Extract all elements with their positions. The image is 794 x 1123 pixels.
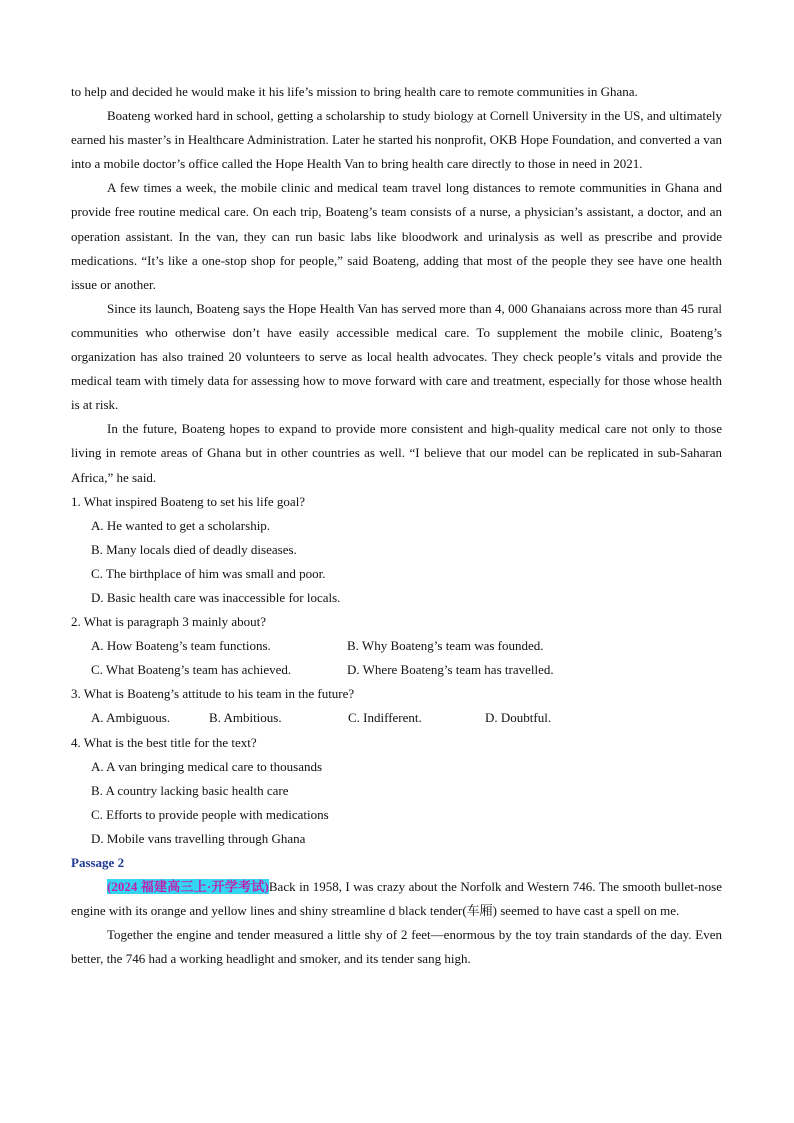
paragraph-3: A few times a week, the mobile clinic and medical team travel long distances to remote communities in Ghana and provide free routine medical care. On each trip, Boateng’s team consists of a nurse, a physician’s assistant, a doctor, and an operation assistant. In the van, they can run basic labs like bloodwork and urinalysis as well as prescribe and provide medications. “It’s like a one-stop shop for people,” said Boateng, adding that most of the people they see have one health issue or another. [71, 180, 722, 292]
paragraph-4: Since its launch, Boateng says the Hope Health Van has served more than 4, 000 Ghanaians across more than 45 rural communities who otherwise don’t have easily accessible medical care. To supplement the mobile clinic, Boateng’s organization has also trained 20 volunteers to serve as local health advocates. They check people’s vitals and provide the medical team with timely data for assessing how to move forward with care and treatment, especially for those whose health is at risk. [71, 300, 722, 413]
option-b: B. Ambitious. [209, 710, 282, 726]
question-4 [71, 731, 722, 851]
option-c: C. Indifferent. [348, 710, 422, 726]
question-3 [71, 682, 722, 730]
document-content [71, 80, 722, 971]
option-row [71, 658, 722, 682]
option-d: D. Doubtful. [485, 710, 552, 726]
option-row [71, 706, 722, 730]
option-b: B. A country lacking basic health care [91, 782, 289, 798]
question-stem: 1. What inspired Boateng to set his life goal? [71, 493, 306, 509]
option-d: D. Where Boateng’s team has travelled. [347, 662, 554, 678]
paragraph-continuation: to help and decided he would make it his life’s mission to bring health care to remote communities in Ghana. [71, 84, 638, 99]
question-1 [71, 490, 722, 610]
source-tag: (2024 福建高三上·开学考试) [107, 879, 269, 895]
paragraph-5: In the future, Boateng hopes to expand to provide more consistent and high-quality medical care not only to those living in remote areas of Ghana but in other countries as well. “I believe that our model can be replicated in sub-Saharan Africa,” he said. [71, 421, 722, 485]
question-stem: 2. What is paragraph 3 mainly about? [71, 614, 267, 630]
passage-2-title: Passage 2 [71, 855, 125, 870]
question-stem: 4. What is the best title for the text? [71, 734, 257, 750]
option-row [71, 634, 722, 658]
passage-2-paragraph-1 [71, 875, 722, 923]
paragraph-2: Boateng worked hard in school, getting a scholarship to study biology at Cornell University in the US, and ultimately earned his master’s in Healthcare Administration. Later he started his nonprofit, OKB Hope Foundation, and converted a van into a mobile doctor’s office called the Hope Health Van to bring health care directly to those in need in 2021. [71, 108, 722, 172]
question-stem: 3. What is Boateng’s attitude to his team in the future? [71, 686, 355, 702]
option-c: C. Efforts to provide people with medications [91, 806, 329, 822]
option-b: B. Many locals died of deadly diseases. [91, 541, 297, 557]
option-d: D. Mobile vans travelling through Ghana [91, 830, 306, 846]
passage-2-text: Back in 1958, I was crazy about the Norfolk and Western 746. The smooth bullet-nose engine with its orange and yellow lines and shiny streamline d black tender(车厢) seemed to have cast a spell on me. [71, 879, 722, 919]
option-d: D. Basic health care was inaccessible for locals. [91, 589, 341, 605]
option-b: B. Why Boateng’s team was founded. [347, 638, 544, 654]
passage-2-paragraph-2: Together the engine and tender measured a little shy of 2 feet—enormous by the toy train standards of the day. Even better, the 746 had a working headlight and smoker, and its tender sang high. [71, 927, 722, 967]
option-c: C. The birthplace of him was small and poor. [91, 565, 326, 581]
question-2 [71, 610, 722, 682]
option-a: A. A van bringing medical care to thousands [91, 758, 323, 774]
option-a: A. Ambiguous. [91, 710, 171, 726]
option-c: C. What Boateng’s team has achieved. [91, 662, 292, 678]
option-a: A. How Boateng’s team functions. [91, 638, 271, 654]
option-a: A. He wanted to get a scholarship. [91, 517, 271, 533]
